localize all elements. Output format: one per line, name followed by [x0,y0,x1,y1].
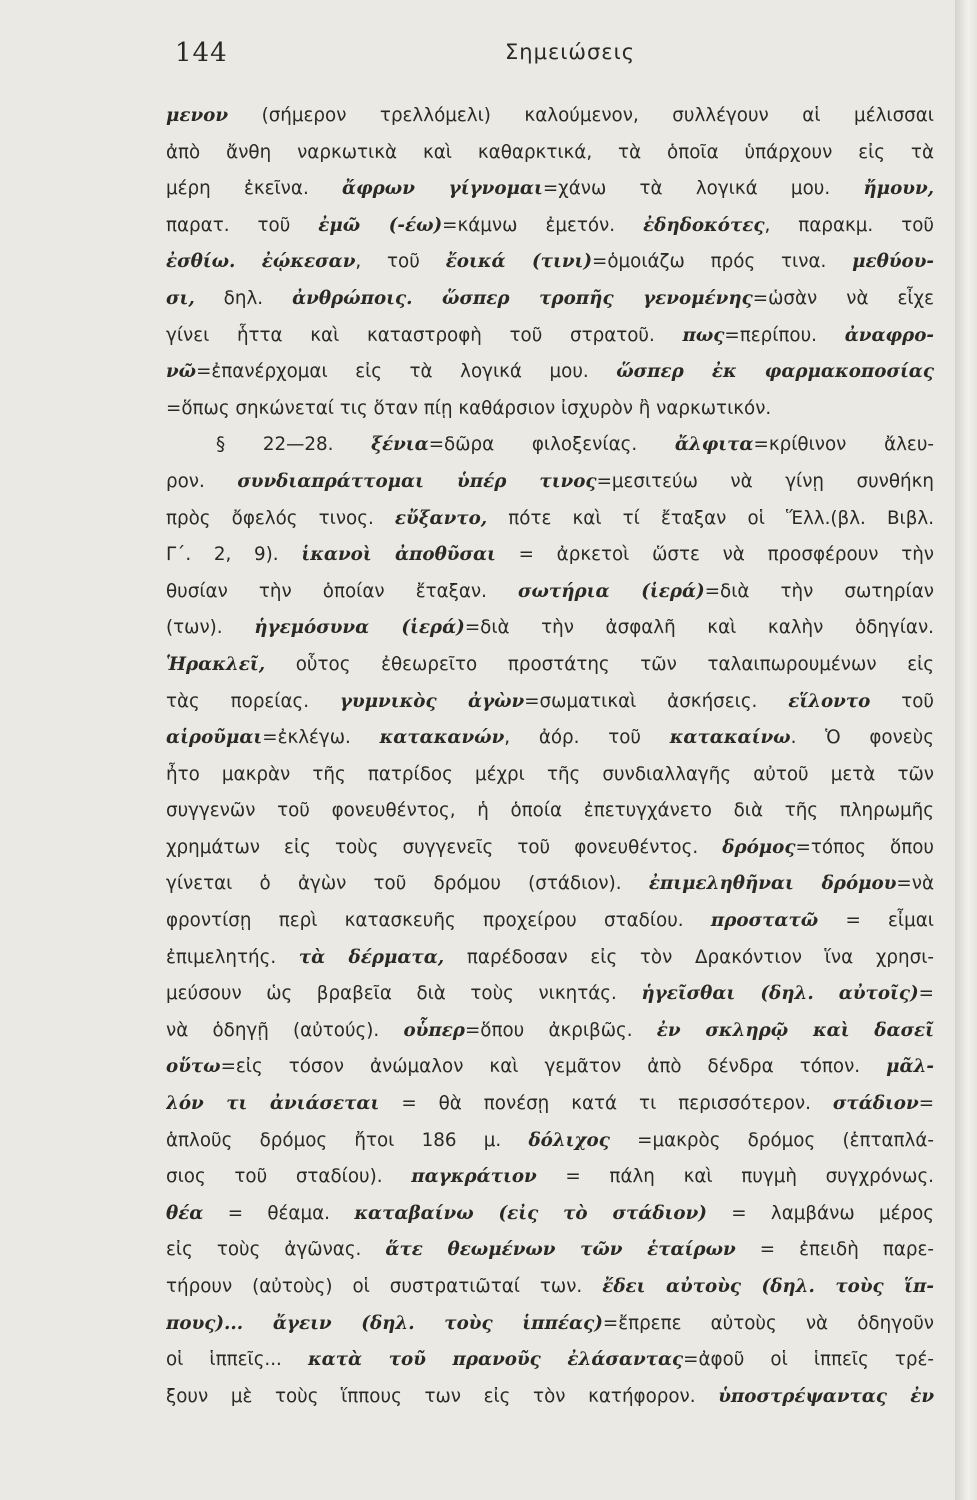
gloss-text: μέρη ἐκεῖνα. [166,178,343,200]
lemma-term: ἀνθρώποις. ὥσπερ τροπῆς γενομένης [292,287,753,309]
text-line [166,1306,934,1343]
gloss-text: ἐπιμελητής. [166,946,299,968]
lemma-term: κατακαίνω [669,727,791,749]
gloss-text: =κάμνω ἐμετόν. [442,214,644,236]
text-line [166,318,934,355]
gloss-text: πότε καὶ τί ἔταξαν οἱ Ἕλλ.(βλ. Βιβλ. [487,507,934,529]
gloss-text: =διὰ τὴν σωτηρίαν [704,580,934,602]
lemma-term: ἐσθίω. ἐῴκεσαν [166,251,356,273]
lemma-term: ἐν σκληρῷ καὶ δασεῖ [656,1019,934,1041]
text-line [166,610,934,647]
page-edge [955,0,977,1500]
lemma-term: δόλιχος [528,1129,610,1151]
gloss-text: ρον. [166,470,238,492]
gloss-text: = λαμβάνω μέρος [706,1202,934,1224]
lemma-term: κατακανών [379,727,505,749]
page-number: 144 [175,38,228,68]
running-title: Σημειώσεις [505,40,636,64]
gloss-text: οὗτος ἐθεωρεῖτο προστάτης τῶν ταλαιπωρουμένων εἰς [265,653,934,675]
gloss-text: εἰς τοὺς ἀγῶνας. [166,1239,386,1261]
gloss-text: παρατ. τοῦ [166,214,319,236]
text-line [166,208,934,245]
gloss-text: τήρουν (αὐτοὺς) οἱ συστρατιῶταί των. [166,1276,603,1297]
lemma-term: λόν τι ἀνιάσεται [166,1093,380,1115]
text-line [166,1013,934,1050]
lemma-term: θέα [166,1202,204,1224]
gloss-text: , ἀόρ. τοῦ [504,727,670,749]
lemma-term: πως [682,324,725,346]
text-line [166,1379,934,1416]
text-line [166,793,934,830]
text-line [166,1049,934,1086]
text-line [166,684,934,721]
lemma-term: ἡγεμόσυνα (ἱερά) [254,617,465,639]
gloss-text: = ἐπειδὴ παρε- [735,1239,934,1261]
text-line [166,135,934,172]
gloss-text: =χάνω τὰ λογικά μου. [542,178,864,200]
text-line [166,830,934,867]
gloss-text: τοῦ [870,690,934,712]
text-line [166,903,934,940]
lemma-term: ἔδει αὐτοὺς (δηλ. τοὺς ἵπ- [602,1276,934,1297]
lemma-term: ὑποστρέψαντας ἐν [718,1385,934,1407]
lemma-term: μᾶλ- [886,1056,934,1078]
lemma-term: νῶ [166,361,197,383]
lemma-term: ὥσπερ ἐκ φαρμακοποσίας [616,361,934,383]
text-line [166,171,934,208]
gloss-text: =ἔπρεπε αὐτοὺς νὰ ὁδηγοῦν [602,1312,934,1334]
gloss-text: =κρίθινον ἄλευ- [753,434,934,456]
text-line [166,464,934,501]
gloss-text: § 22—28. [216,434,372,456]
lemma-term: ξένια [371,434,429,456]
gloss-text: =δῶρα φιλοξενίας. [428,434,675,456]
lemma-term: σωτήρια (ἱερά) [518,580,705,602]
gloss-text: μεύσουν ὡς βραβεῖα διὰ τοὺς νικητάς. [166,983,642,1005]
gloss-text: (των). [166,617,255,639]
lemma-term: ἐδηδοκότες [643,214,765,236]
gloss-text: =ἐκλέγω. [262,727,380,749]
lemma-term: ἅτε θεωμένων τῶν ἑταίρων [385,1239,736,1261]
gloss-text: =νὰ [896,873,934,895]
gloss-text: =τόπος ὅπου [795,836,934,858]
gloss-text: =ὡσὰν νὰ εἶχε [752,287,934,309]
gloss-text: γίνεται ὁ ἀγὼν τοῦ δρόμου (στάδιον). [166,873,649,895]
gloss-text: τὰς πορείας. [166,690,340,712]
gloss-text: παρέδοσαν εἰς τὸν Δρακόντιον ἵνα χρησι- [444,946,934,968]
commentary-text [166,98,934,1415]
lemma-term: ἐμῶ (-έω) [318,214,443,236]
gloss-text: Γ΄. 2, 9). [166,544,302,566]
gloss-text: συγγενῶν τοῦ φονευθέντος, ἡ ὁποία ἐπετυγχάνετο διὰ τῆς πληρωμῆς [166,800,934,822]
text-line [166,940,934,977]
lemma-term: ἡγεῖσθαι (δηλ. αὐτοῖς) [641,983,919,1005]
lemma-term: ἀναφρο- [844,324,934,346]
lemma-term: παγκράτιον [411,1166,537,1188]
gloss-text: ἦτο μακρὰν τῆς πατρίδος μέχρι τῆς συνδιαλλαγῆς αὐτοῦ μετὰ τῶν [166,763,934,785]
text-line [166,1159,934,1196]
gloss-text: γίνει ἧττα καὶ καταστροφὴ τοῦ στρατοῦ. [166,324,683,346]
gloss-text: = πάλη καὶ πυγμὴ συγχρόνως. [536,1166,934,1188]
gloss-text: φροντίσῃ περὶ κατασκευῆς προχείρου σταδίου. [166,910,711,932]
gloss-text: πρὸς ὄφελός τινος. [166,507,395,529]
text-line [166,281,934,318]
lemma-term: κατὰ τοῦ πρανοῦς ἐλάσαντας [307,1349,684,1371]
lemma-term: γυμνικὸς ἀγὼν [339,690,525,712]
gloss-text: =διὰ τὴν ἀσφαλῆ καὶ καλὴν ὁδηγίαν. [464,617,934,639]
text-line [166,574,934,611]
lemma-term: οὕτω [166,1056,221,1078]
gloss-text: =ἐπανέρχομαι εἰς τὰ λογικά μου. [196,361,617,383]
lemma-term: εἵλοντο [788,690,871,712]
lemma-term: ἔοικά (τινι) [445,251,592,273]
gloss-text: = [918,1093,934,1115]
gloss-text: δηλ. [194,287,293,309]
lemma-term: Ἡρακλεῖ, [166,653,266,675]
gloss-text: (σήμερον τρελλόμελι) καλούμενον, συλλέγουν αἱ μέλισσαι [228,105,934,126]
text-line [166,757,934,794]
gloss-text: =μακρὸς δρόμος (ἑπταπλά- [609,1129,934,1151]
gloss-text: =ὅπως σηκώνεταί τις ὅταν πίῃ καθάρσιον ἰσχυρὸν ἢ ναρκωτικόν. [166,397,772,419]
lemma-term: στάδιον [832,1093,919,1115]
gloss-text: θυσίαν τὴν ὁποίαν ἔταξαν. [166,580,519,602]
gloss-text: οἱ ἱππεῖς... [166,1349,308,1371]
lemma-term: ἐπιμεληθῆναι δρόμου [648,873,897,895]
lemma-term: καταβαίνω (εἰς τὸ στάδιον) [354,1202,707,1224]
lemma-term: ἄλφιτα [674,434,754,456]
page-header [175,38,935,68]
gloss-text: =ὁμοιάζω πρός τινα. [592,251,853,273]
lemma-term: τὰ δέρματα, [298,946,445,968]
lemma-term: μενον [166,105,229,126]
lemma-term: σι, [166,287,195,309]
lemma-term: ἄφρων γίγνομαι [342,178,543,200]
text-line [166,866,934,903]
lemma-term: αἱροῦμαι [166,727,263,749]
gloss-text: χρημάτων εἰς τοὺς συγγενεῖς τοῦ φονευθέντος. [166,836,723,858]
gloss-text: =σωματικαὶ ἀσκήσεις. [524,690,789,712]
gloss-text: ἀπὸ ἄνθη ναρκωτικὰ καὶ καθαρκτικά, τὰ ὁποῖα ὑπάρχουν εἰς τὰ [166,141,934,163]
gloss-text: ἁπλοῦς δρόμος ἤτοι 186 μ. [166,1129,529,1151]
lemma-term: ἤμουν, [863,178,934,200]
lemma-term: εὔξαντο, [394,507,488,529]
text-line [166,391,934,428]
text-line [166,501,934,538]
lemma-term: συνδιαπράττομαι ὑπέρ τινος [237,470,597,492]
lemma-term: μεθύου- [852,251,934,273]
gloss-text: = [918,983,934,1005]
gloss-text: =περίπου. [724,324,845,346]
text-line [166,354,934,391]
text-line [166,427,934,464]
gloss-text: ξουν μὲ τοὺς ἵππους των εἰς τὸν κατήφορον. [166,1385,719,1407]
gloss-text: , παρακμ. τοῦ [764,214,934,236]
gloss-text: =ὅπου ἀκριβῶς. [464,1019,657,1041]
text-line [166,244,934,281]
gloss-text: =εἰς τόσον ἀνώμαλον καὶ γεμᾶτον ἀπὸ δένδρα τόπον. [220,1056,887,1078]
gloss-text: = εἶμαι [818,910,934,932]
text-line [166,537,934,574]
gloss-text: σιος τοῦ σταδίου). [166,1166,412,1188]
lemma-term: πους)... ἄγειν (δηλ. τοὺς ἱππέας) [166,1312,603,1334]
gloss-text: νὰ ὁδηγῇ (αὐτούς). [166,1019,404,1041]
gloss-text: =ἀφοῦ οἱ ἱππεῖς τρέ- [683,1349,934,1371]
lemma-term: ἱκανοὶ ἀποθῦσαι [301,544,496,566]
text-line [166,976,934,1013]
text-line [166,98,934,135]
text-line [166,647,934,684]
lemma-term: προστατῶ [710,910,819,932]
gloss-text: = θὰ πονέσῃ κατά τι περισσότερον. [379,1093,833,1115]
gloss-text: =μεσιτεύω νὰ γίνῃ συνθήκη [596,470,934,492]
text-line [166,1342,934,1379]
text-line [166,1269,934,1306]
text-line [166,720,934,757]
lemma-term: δρόμος [722,836,796,858]
text-line [166,1123,934,1160]
gloss-text: = ἀρκετοὶ ὥστε νὰ προσφέρουν τὴν [495,544,934,566]
text-line [166,1196,934,1233]
gloss-text: , τοῦ [355,251,446,273]
text-line [166,1232,934,1269]
text-line [166,1086,934,1123]
gloss-text: = θέαμα. [203,1202,355,1224]
lemma-term: οὗπερ [403,1019,465,1041]
gloss-text: . Ὁ φονεὺς [790,727,934,749]
